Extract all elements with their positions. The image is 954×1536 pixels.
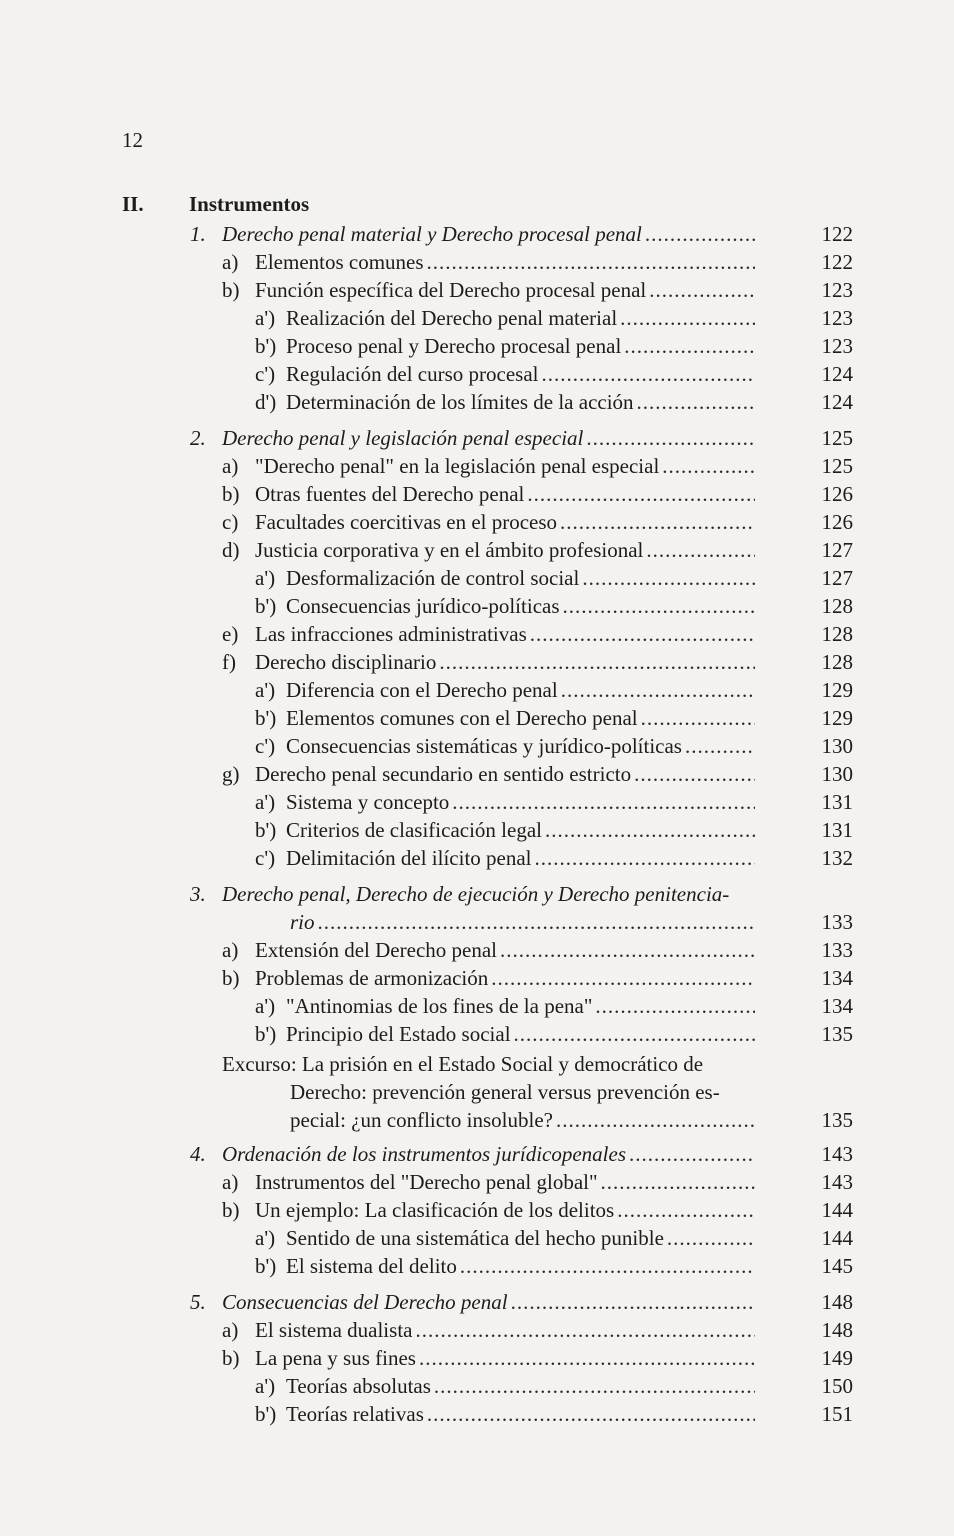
toc-entry-label: pecial: ¿un conflicto insoluble? <box>290 1108 553 1132</box>
toc-entry-number: b) <box>222 278 240 302</box>
toc-entry-label: Un ejemplo: La clasificación de los delitos <box>255 1198 615 1222</box>
toc-entry <box>222 508 853 536</box>
toc-entry-number: a') <box>255 1226 276 1250</box>
dot-leader <box>460 1252 755 1280</box>
toc-entry-label: Derecho penal y legislación penal especial <box>222 426 584 450</box>
toc-entry <box>222 1168 853 1196</box>
dot-leader <box>535 844 755 872</box>
toc-entry-page: 144 <box>821 1226 853 1250</box>
dot-leader <box>617 1196 755 1224</box>
toc-entry <box>222 648 853 676</box>
toc-entry-number: b) <box>222 482 240 506</box>
toc-entry <box>222 276 853 304</box>
toc-entry <box>222 1316 853 1344</box>
dot-leader <box>452 788 755 816</box>
toc-entry-number: a') <box>255 790 276 814</box>
toc-entry-label: "Antinomias de los fines de la pena" <box>286 994 593 1018</box>
dot-leader <box>511 1288 755 1316</box>
dot-leader <box>491 964 755 992</box>
toc-entry-page: 131 <box>821 818 853 842</box>
dot-leader <box>419 1344 755 1372</box>
toc-entry <box>255 816 853 844</box>
toc-entry-number: d') <box>255 390 277 414</box>
toc-entry <box>222 936 853 964</box>
dot-leader <box>645 220 755 248</box>
toc-entry-number: g) <box>222 762 240 786</box>
toc-entry-number: 3. <box>190 882 206 906</box>
toc-entry-page: 127 <box>821 538 853 562</box>
toc-entry-page: 143 <box>821 1142 853 1166</box>
toc-entry-label: Derecho penal material y Derecho procesal penal <box>222 222 642 246</box>
toc-entry-page: 129 <box>821 678 853 702</box>
toc-entry <box>190 880 758 908</box>
toc-entry-page: 132 <box>821 846 853 870</box>
toc-entry-page: 143 <box>821 1170 853 1194</box>
toc-entry-number: a') <box>255 678 276 702</box>
toc-entry-number: c') <box>255 734 276 758</box>
toc-entry-page: 134 <box>821 966 853 990</box>
toc-entry-label: Teorías relativas <box>286 1402 424 1426</box>
dot-leader <box>542 360 756 388</box>
toc-entry-number: a') <box>255 1374 276 1398</box>
toc-entry-page: 150 <box>821 1374 853 1398</box>
toc-entry <box>255 1020 853 1048</box>
toc-entry <box>190 1288 853 1316</box>
toc-entry <box>222 964 853 992</box>
toc-entry-page: 128 <box>821 650 853 674</box>
toc-entry-label: Instrumentos del "Derecho penal global" <box>255 1170 598 1194</box>
toc-entry-label: "Derecho penal" en la legislación penal especial <box>255 454 660 478</box>
toc-entry-page: 133 <box>821 910 853 934</box>
toc-entry-page: 128 <box>821 622 853 646</box>
dot-leader <box>427 248 755 276</box>
toc-entry-page: 127 <box>821 566 853 590</box>
toc-entry-label: Las infracciones administrativas <box>255 622 527 646</box>
dot-leader <box>641 704 755 732</box>
toc-entry-page: 123 <box>821 306 853 330</box>
toc-entry-page: 151 <box>821 1402 853 1426</box>
toc-entry-label: Teorías absolutas <box>286 1374 431 1398</box>
dot-leader <box>427 1400 755 1428</box>
dot-leader <box>530 620 755 648</box>
toc-entry <box>222 760 853 788</box>
toc-entry <box>290 1106 853 1134</box>
dot-leader <box>563 592 755 620</box>
toc-entry-number: c') <box>255 362 276 386</box>
toc-entry-page: 135 <box>821 1022 853 1046</box>
toc-entry-page: 126 <box>821 482 853 506</box>
toc-entry-label: Sistema y concepto <box>286 790 450 814</box>
section-heading <box>122 192 309 217</box>
toc-entry-page: 144 <box>821 1198 853 1222</box>
toc-entry-number: a') <box>255 306 276 330</box>
toc-entry-number: 4. <box>190 1142 206 1166</box>
toc-entry <box>255 992 853 1020</box>
toc-entry-page: 131 <box>821 790 853 814</box>
toc-entry-label: El sistema dualista <box>255 1318 413 1342</box>
toc-entry-label: Consecuencias jurídico-políticas <box>286 594 560 618</box>
toc-entry-number: a) <box>222 938 239 962</box>
toc-entry-label: Justicia corporativa y en el ámbito profesional <box>255 538 644 562</box>
toc-entry-number: b') <box>255 706 277 730</box>
toc-entry-number: f) <box>222 650 236 674</box>
dot-leader <box>439 648 755 676</box>
toc-entry-label: El sistema del delito <box>286 1254 457 1278</box>
toc-entry-page: 122 <box>821 250 853 274</box>
toc-entry-label: rio <box>290 910 315 934</box>
toc-entry-label: Problemas de armonización <box>255 966 489 990</box>
toc-entry-page: 135 <box>821 1108 853 1132</box>
toc-entry-number: b') <box>255 594 277 618</box>
toc-entry <box>222 1344 853 1372</box>
toc-entry-number: 2. <box>190 426 206 450</box>
toc-entry-page: 123 <box>821 278 853 302</box>
toc-entry <box>255 360 853 388</box>
toc-entry <box>255 332 853 360</box>
toc-entry <box>255 1400 853 1428</box>
toc-entry-number: b') <box>255 1402 277 1426</box>
dot-leader <box>629 1140 755 1168</box>
dot-leader <box>662 452 755 480</box>
toc-entry-page: 130 <box>821 734 853 758</box>
toc-entry-page: 124 <box>821 390 853 414</box>
toc-entry-page: 133 <box>821 938 853 962</box>
toc-entry-page: 125 <box>821 426 853 450</box>
toc-entry-label: Consecuencias del Derecho penal <box>222 1290 508 1314</box>
section-title: Instrumentos <box>189 192 310 216</box>
toc-entry-label: Derecho penal secundario en sentido estricto <box>255 762 632 786</box>
toc-entry-label: La pena y sus fines <box>255 1346 416 1370</box>
toc-entry-label: Proceso penal y Derecho procesal penal <box>286 334 622 358</box>
toc-entry-number: a') <box>255 566 276 590</box>
toc-entry <box>222 248 853 276</box>
toc-entry-number: b') <box>255 818 277 842</box>
toc-entry-page: 123 <box>821 334 853 358</box>
toc-entry-label: Ordenación de los instrumentos jurídicopenales <box>222 1142 627 1166</box>
toc-entry-label: Función específica del Derecho procesal penal <box>255 278 647 302</box>
toc-entry <box>255 1372 853 1400</box>
dot-leader <box>545 816 755 844</box>
toc-entry-label: Elementos comunes <box>255 250 424 274</box>
toc-entry <box>255 592 853 620</box>
toc-entry-number: b') <box>255 1022 277 1046</box>
toc-entry-label: Facultades coercitivas en el proceso <box>255 510 558 534</box>
toc-entry-label: Derecho penal, Derecho de ejecución y Derecho penitencia- <box>222 882 730 906</box>
toc-entry <box>255 1252 853 1280</box>
dot-leader <box>667 1224 755 1252</box>
toc-entry-number: b) <box>222 966 240 990</box>
dot-leader <box>500 936 755 964</box>
toc-entry-page: 129 <box>821 706 853 730</box>
toc-entry <box>255 732 853 760</box>
toc-entry-label: Delimitación del ilícito penal <box>286 846 532 870</box>
dot-leader <box>434 1372 755 1400</box>
toc-entry-label: Criterios de clasificación legal <box>286 818 542 842</box>
toc-entry-label: Consecuencias sistemáticas y jurídico-políticas <box>286 734 682 758</box>
toc-entry-page: 149 <box>821 1346 853 1370</box>
dot-leader <box>646 536 755 564</box>
dot-leader <box>561 676 755 704</box>
toc-entry <box>222 1050 758 1078</box>
toc-entry <box>190 1140 853 1168</box>
toc-entry <box>255 704 853 732</box>
toc-entry <box>222 536 853 564</box>
toc-entry <box>290 908 853 936</box>
toc-entry-number: d) <box>222 538 240 562</box>
toc-entry <box>190 220 853 248</box>
toc-entry <box>255 304 853 332</box>
dot-leader <box>527 480 755 508</box>
dot-leader <box>685 732 755 760</box>
toc-entry-label: Desformalización de control social <box>286 566 580 590</box>
toc-entry <box>255 676 853 704</box>
toc-entry-number: a) <box>222 454 239 478</box>
toc-entry-number: c') <box>255 846 276 870</box>
dot-leader <box>634 760 755 788</box>
toc-entry-page: 122 <box>821 222 853 246</box>
dot-leader <box>415 1316 755 1344</box>
toc-entry-label: Sentido de una sistemática del hecho punible <box>286 1226 664 1250</box>
dot-leader <box>620 304 755 332</box>
toc-entry-number: a) <box>222 1318 239 1342</box>
dot-leader <box>601 1168 755 1196</box>
toc-entry-page: 145 <box>821 1254 853 1278</box>
toc-entry <box>255 844 853 872</box>
toc-entry-page: 130 <box>821 762 853 786</box>
toc-entry-number: b') <box>255 334 277 358</box>
toc-entry-label: Elementos comunes con el Derecho penal <box>286 706 638 730</box>
toc-entry-number: a) <box>222 1170 239 1194</box>
toc-entry-label: Derecho: prevención general versus prevención es- <box>290 1080 720 1104</box>
toc-entry-number: b') <box>255 1254 277 1278</box>
toc-entry <box>290 1078 826 1106</box>
toc-entry-page: 128 <box>821 594 853 618</box>
toc-entry <box>222 480 853 508</box>
toc-entry-number: a) <box>222 250 239 274</box>
toc-entry-label: Principio del Estado social <box>286 1022 511 1046</box>
dot-leader <box>649 276 755 304</box>
dot-leader <box>560 508 755 536</box>
toc-entry-label: Excurso: La prisión en el Estado Social y democrático de <box>222 1052 704 1076</box>
toc-entry <box>255 564 853 592</box>
toc-entry-number: b) <box>222 1346 240 1370</box>
toc-entry-page: 124 <box>821 362 853 386</box>
toc-entry-number: 5. <box>190 1290 206 1314</box>
dot-leader <box>556 1106 755 1134</box>
toc-entry <box>190 424 853 452</box>
toc-entry-label: Extensión del Derecho penal <box>255 938 497 962</box>
toc-entry <box>222 620 853 648</box>
toc-entry <box>255 388 853 416</box>
toc-entry-label: Regulación del curso procesal <box>286 362 539 386</box>
toc-entry-number: e) <box>222 622 239 646</box>
toc-entry-page: 126 <box>821 510 853 534</box>
dot-leader <box>637 388 755 416</box>
dot-leader <box>318 908 755 936</box>
toc-entry <box>222 452 853 480</box>
toc-entry <box>255 1224 853 1252</box>
toc-entry-page: 148 <box>821 1290 853 1314</box>
dot-leader <box>514 1020 755 1048</box>
dot-leader <box>586 424 755 452</box>
toc-entry-label: Realización del Derecho penal material <box>286 306 618 330</box>
dot-leader <box>624 332 755 360</box>
toc-entry-number: c) <box>222 510 239 534</box>
toc-entry <box>255 788 853 816</box>
toc-entry-number: a') <box>255 994 276 1018</box>
toc-entry-page: 125 <box>821 454 853 478</box>
toc-entry-label: Derecho disciplinario <box>255 650 437 674</box>
toc-entry <box>222 1196 853 1224</box>
toc-entry-number: b) <box>222 1198 240 1222</box>
toc-entry-label: Otras fuentes del Derecho penal <box>255 482 525 506</box>
toc-entry-label: Determinación de los límites de la acción <box>286 390 634 414</box>
toc-entry-label: Diferencia con el Derecho penal <box>286 678 558 702</box>
toc-entry-number: 1. <box>190 222 206 246</box>
section-number: II. <box>122 192 144 216</box>
dot-leader <box>595 992 755 1020</box>
toc-entry-page: 134 <box>821 994 853 1018</box>
page-number: 12 <box>122 128 143 152</box>
toc-entry-page: 148 <box>821 1318 853 1342</box>
dot-leader <box>582 564 755 592</box>
